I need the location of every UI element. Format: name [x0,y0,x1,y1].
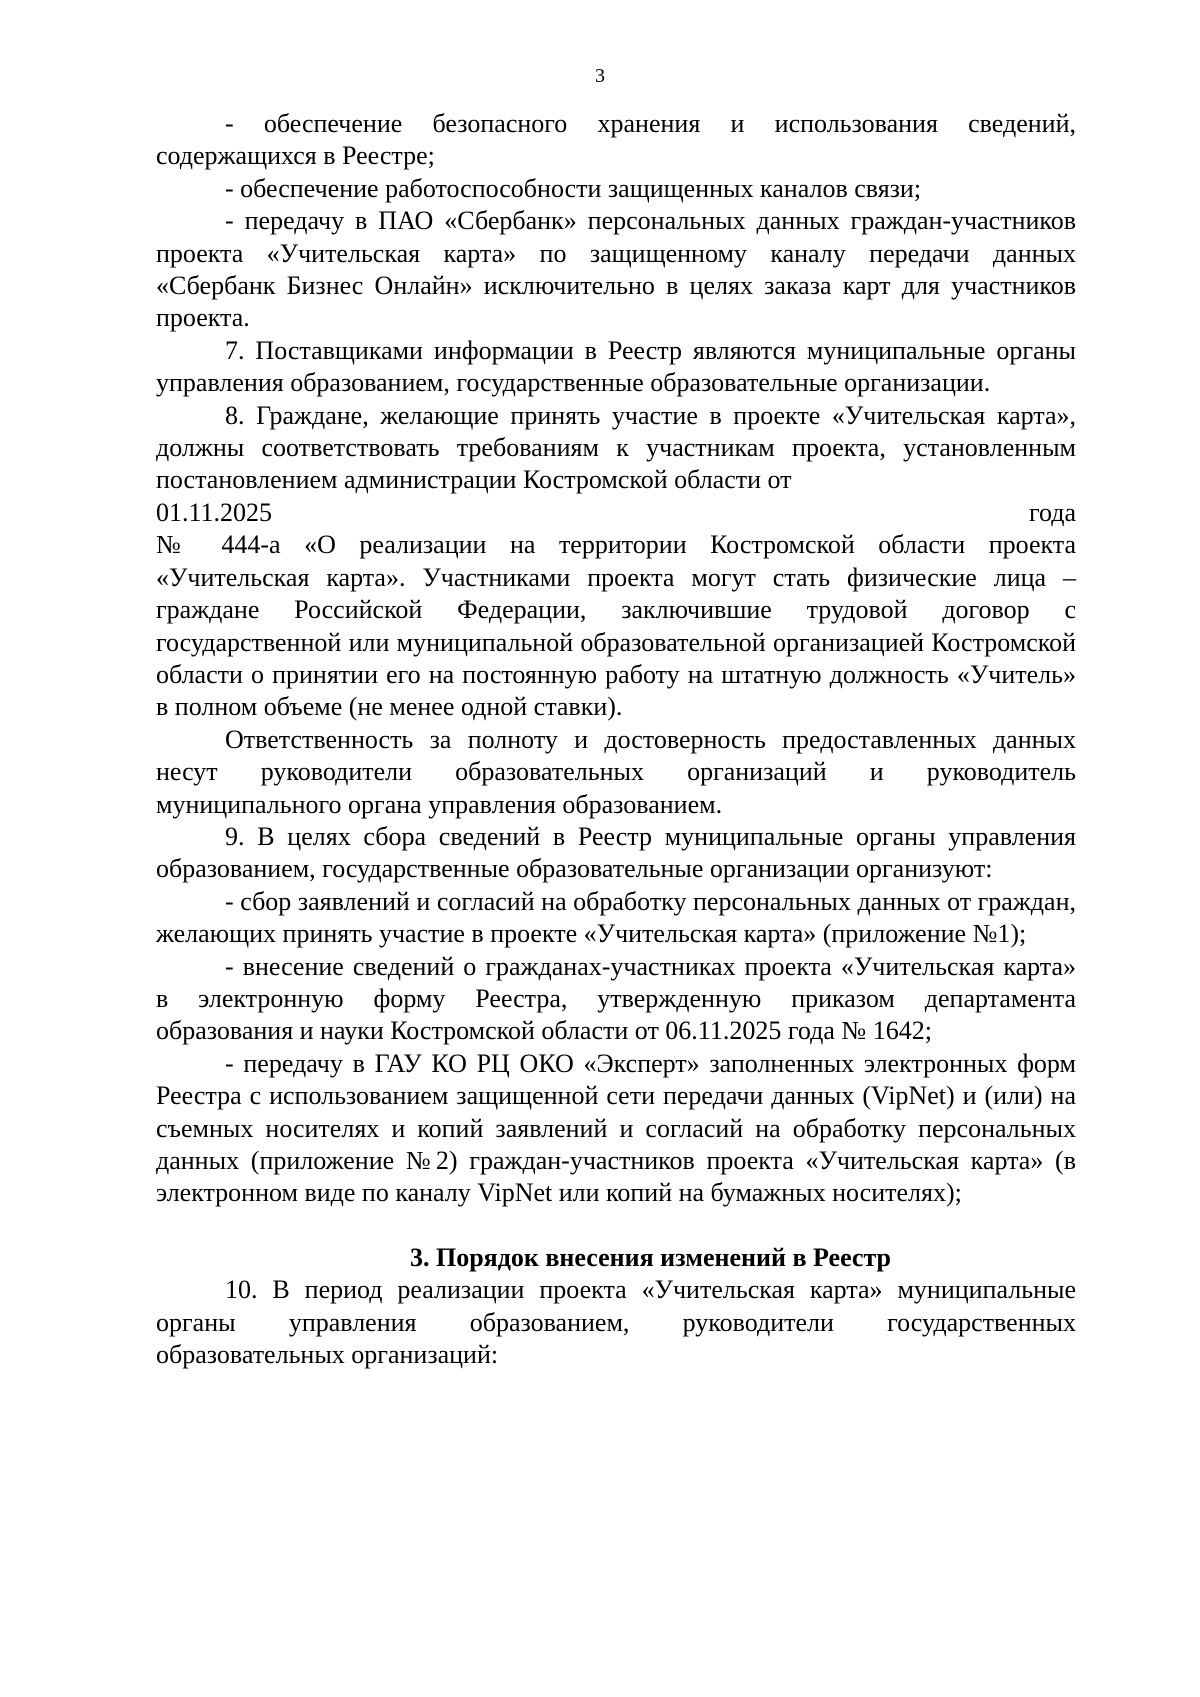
paragraph-item-8-part1: 8. Граждане, желающие принять участие в проекте «Учительская карта», должны соответствовать требованиям к участникам проекта, установленным постановлением администрации Костромской области от [156,400,1076,495]
paragraph-item-10: 10. В период реализации проекта «Учительская карта» муниципальные органы управления образованием, руководители государственных образовательных организаций: [156,1275,1076,1370]
paragraph-transfer-forms: - передачу в ГАУ КО РЦ ОКО «Эксперт» заполненных электронных форм Реестра с использованием защищенной сети передачи данных (VipNet) и (или) на съемных носителях и копий заявлений и согласий на обработку персональных данных (приложение №2) граждан-участников проекта «Учительская карта» (в электронном виде по каналу VipNet или копий на бумажных носителях); [156,1048,1076,1208]
paragraph-item-8-date-line [156,497,1076,529]
document-body [156,108,1076,1371]
paragraph-enter-data: - внесение сведений о гражданах-участниках проекта «Учительская карта» в электронную форму Реестра, утвержденную приказом департамента образования и науки Костромской области от 06.11.2025 года № 1642; [156,951,1076,1046]
resolution-date: 01.11.2025 [156,497,273,527]
resolution-year-word: года [1028,497,1076,527]
paragraph-collect-applications: - сбор заявлений и согласий на обработку персональных данных от граждан, желающих принять участие в проекте «Учительская карта» (приложение №1); [156,886,1076,949]
paragraph-responsibility: Ответственность за полноту и достоверность предоставленных данных несут руководители образовательных организаций и руководитель муниципального органа управления образованием. [156,724,1076,819]
paragraph-item-9: 9. В целях сбора сведений в Реестр муниципальные органы управления образованием, государственные образовательные организации организуют: [156,821,1076,884]
section-heading: 3. Порядок внесения изменений в Реестр [409,1242,892,1272]
page-number: 3 [595,65,605,87]
paragraph-sberbank-transfer: - передачу в ПАО «Сбербанк» персональных данных граждан-участников проекта «Учительская карта» по защищенному каналу передачи данных «Сбербанк Бизнес Онлайн» исключительно в целях заказа карт для участников проекта. [156,206,1076,333]
paragraph-secure-channels: - обеспечение работоспособности защищенных каналов связи; [225,173,922,203]
paragraph-secure-storage: - обеспечение безопасного хранения и использования сведений, содержащихся в Реестре; [156,109,1076,171]
paragraph-item-7: 7. Поставщиками информации в Реестр являются муниципальные органы управления образованием, государственные образовательные организации. [156,335,1076,398]
paragraph-item-8-part2: № 444-а «О реализации на территории Костромской области проекта «Учительская карта». Участниками проекта могут стать физические лица – граждане Российской Федерации, заключившие трудовой договор с государственной или муниципальной образовательной организацией Костромской области о принятии его на постоянную работу на штатную должность «Учитель» в полном объеме (не менее одной ставки). [156,530,1076,722]
